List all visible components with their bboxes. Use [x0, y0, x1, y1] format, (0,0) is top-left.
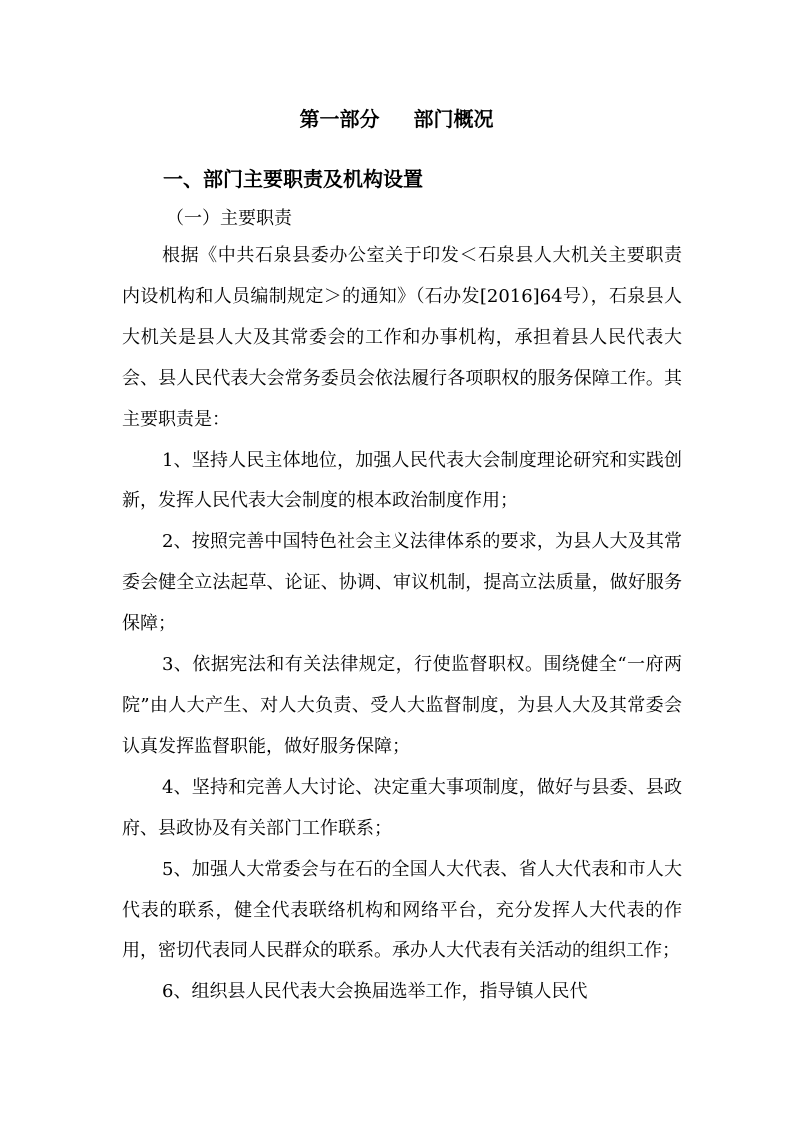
- subsection-heading: （一）主要职责: [166, 208, 292, 229]
- page-title: [0, 103, 793, 135]
- section-heading: 一、部门主要职责及机构设置: [163, 167, 423, 191]
- duty-item-1: 1、坚持人民主体地位，加强人民代表大会制度理论研究和实践创新，发挥人民代表大会制度的根本政治制度作用；: [122, 449, 682, 512]
- document-body: [122, 236, 682, 1013]
- duty-item-4: 4、坚持和完善人大讨论、决定重大事项制度，做好与县委、县政府、县政协及有关部门工作联系；: [122, 776, 682, 839]
- title-name: 部门概况: [413, 107, 494, 131]
- title-part: 第一部分: [299, 107, 380, 131]
- duty-item-3: 3、依据宪法和有关法律规定，行使监督职权。围绕健全“一府两院”由人大产生、对人大负责、受人大监督制度，为县人大及其常委会认真发挥监督职能，做好服务保障；: [122, 654, 682, 757]
- duty-item-5: 5、加强人大常委会与在石的全国人大代表、省人大代表和市人大代表的联系，健全代表联络机构和网络平台，充分发挥人大代表的作用，密切代表同人民群众的联系。承办人大代表有关活动的组织工作；: [122, 858, 682, 962]
- intro-paragraph: 根据《中共石泉县委办公室关于印发＜石泉县人大机关主要职责内设机构和人员编制规定＞的通知》（石办发[2016]64号），石泉县人大机关是县人大及其常委会的工作和办事机构，承担着县人民代表大会、县人民代表大会常务委员会依法履行各项职权的服务保障工作。其主要职责是：: [122, 245, 682, 430]
- duty-item-2: 2、按照完善中国特色社会主义法律体系的要求，为县人大及其常委会健全立法起草、论证、协调、审议机制，提高立法质量，做好服务保障；: [122, 531, 682, 635]
- duty-item-6: 6、组织县人民代表大会换届选举工作，指导镇人民代: [162, 981, 588, 1003]
